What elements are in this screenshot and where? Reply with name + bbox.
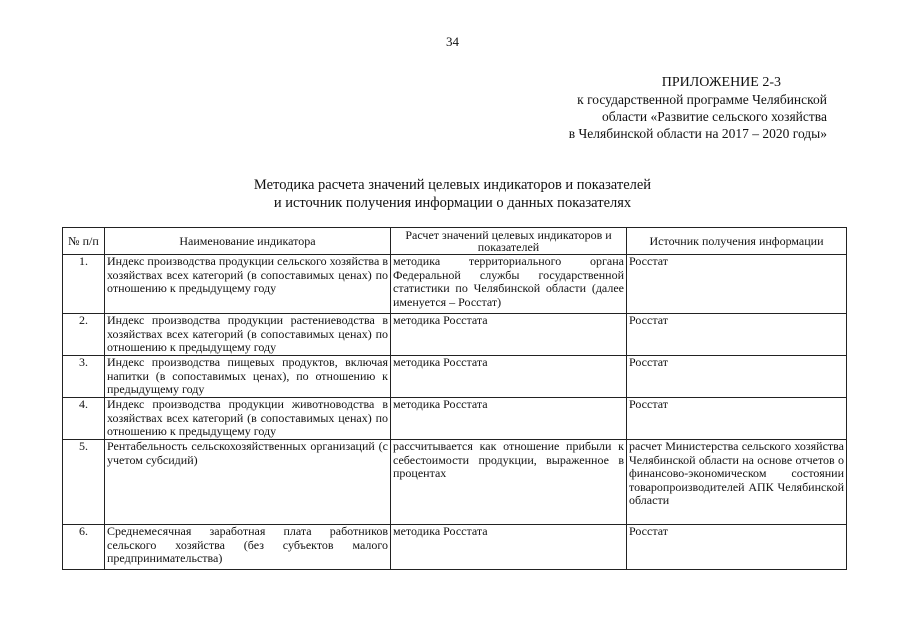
row-calc: рассчитывается как отношение прибыли к себестоимости продукции, выраженное в процентах [391, 440, 627, 525]
row-calc: методика Росстата [391, 356, 627, 398]
row-num: 3. [63, 356, 105, 398]
row-name: Рентабельность сельскохозяйственных организаций (с учетом субсидий) [105, 440, 391, 525]
appendix-line-1: к государственной программе Челябинской [577, 92, 827, 107]
indicators-table [62, 227, 847, 570]
document-title-line-2: и источник получения информации о данных показателях [273, 195, 632, 211]
row-num: 4. [63, 398, 105, 440]
table-row [63, 314, 847, 356]
header-name: Наименование индикатора [105, 228, 391, 255]
table-row [63, 255, 847, 314]
appendix-heading: ПРИЛОЖЕНИЕ 2-3 [661, 75, 781, 90]
page-number: 34 [446, 34, 459, 49]
row-num: 2. [63, 314, 105, 356]
appendix-line-2: области «Развитие сельского хозяйства [602, 109, 827, 124]
row-calc: методика территориального органа Федеральной службы государственной статистики по Челябинской области (далее именуется – Росстат) [391, 255, 627, 314]
row-source: Росстат [627, 398, 847, 440]
row-source: Росстат [627, 314, 847, 356]
row-source: Росстат [627, 356, 847, 398]
row-num: 6. [63, 525, 105, 570]
header-num: № п/п [63, 228, 105, 255]
table-header-row [63, 228, 847, 255]
row-calc: методика Росстата [391, 398, 627, 440]
document-title-line-1: Методика расчета значений целевых индикаторов и показателей [253, 177, 652, 193]
row-calc: методика Росстата [391, 314, 627, 356]
row-name: Индекс производства продукции растениеводства в хозяйствах всех категорий (в сопоставимых ценах) по отношению к предыдущему году [105, 314, 391, 356]
row-name: Индекс производства пищевых продуктов, включая напитки (в сопоставимых ценах), по отношению к предыдущему году [105, 356, 391, 398]
row-num: 1. [63, 255, 105, 314]
table-row [63, 525, 847, 570]
row-source: расчет Министерства сельского хозяйства Челябинской области на основе отчетов о финансово-экономическом состоянии товаропроизводителей АПК Челябинской области [627, 440, 847, 525]
table-row [63, 440, 847, 525]
document-title [0, 176, 905, 212]
table-row [63, 398, 847, 440]
row-calc: методика Росстата [391, 525, 627, 570]
row-source: Росстат [627, 255, 847, 314]
row-name: Индекс производства продукции сельского хозяйства в хозяйствах всех категорий (в сопоставимых ценах) по отношению к предыдущему году [105, 255, 391, 314]
header-source: Источник получения информации [627, 228, 847, 255]
row-source: Росстат [627, 525, 847, 570]
row-num: 5. [63, 440, 105, 525]
row-name: Среднемесячная заработная плата работников сельского хозяйства (без субъектов малого предпринимательства) [105, 525, 391, 570]
appendix-header [569, 74, 827, 142]
header-calc: Расчет значений целевых индикаторов и показателей [391, 228, 627, 255]
row-name: Индекс производства продукции животноводства в хозяйствах всех категорий (в сопоставимых ценах) по отношению к предыдущему году [105, 398, 391, 440]
table-row [63, 356, 847, 398]
appendix-line-3: в Челябинской области на 2017 – 2020 годы» [568, 126, 827, 141]
